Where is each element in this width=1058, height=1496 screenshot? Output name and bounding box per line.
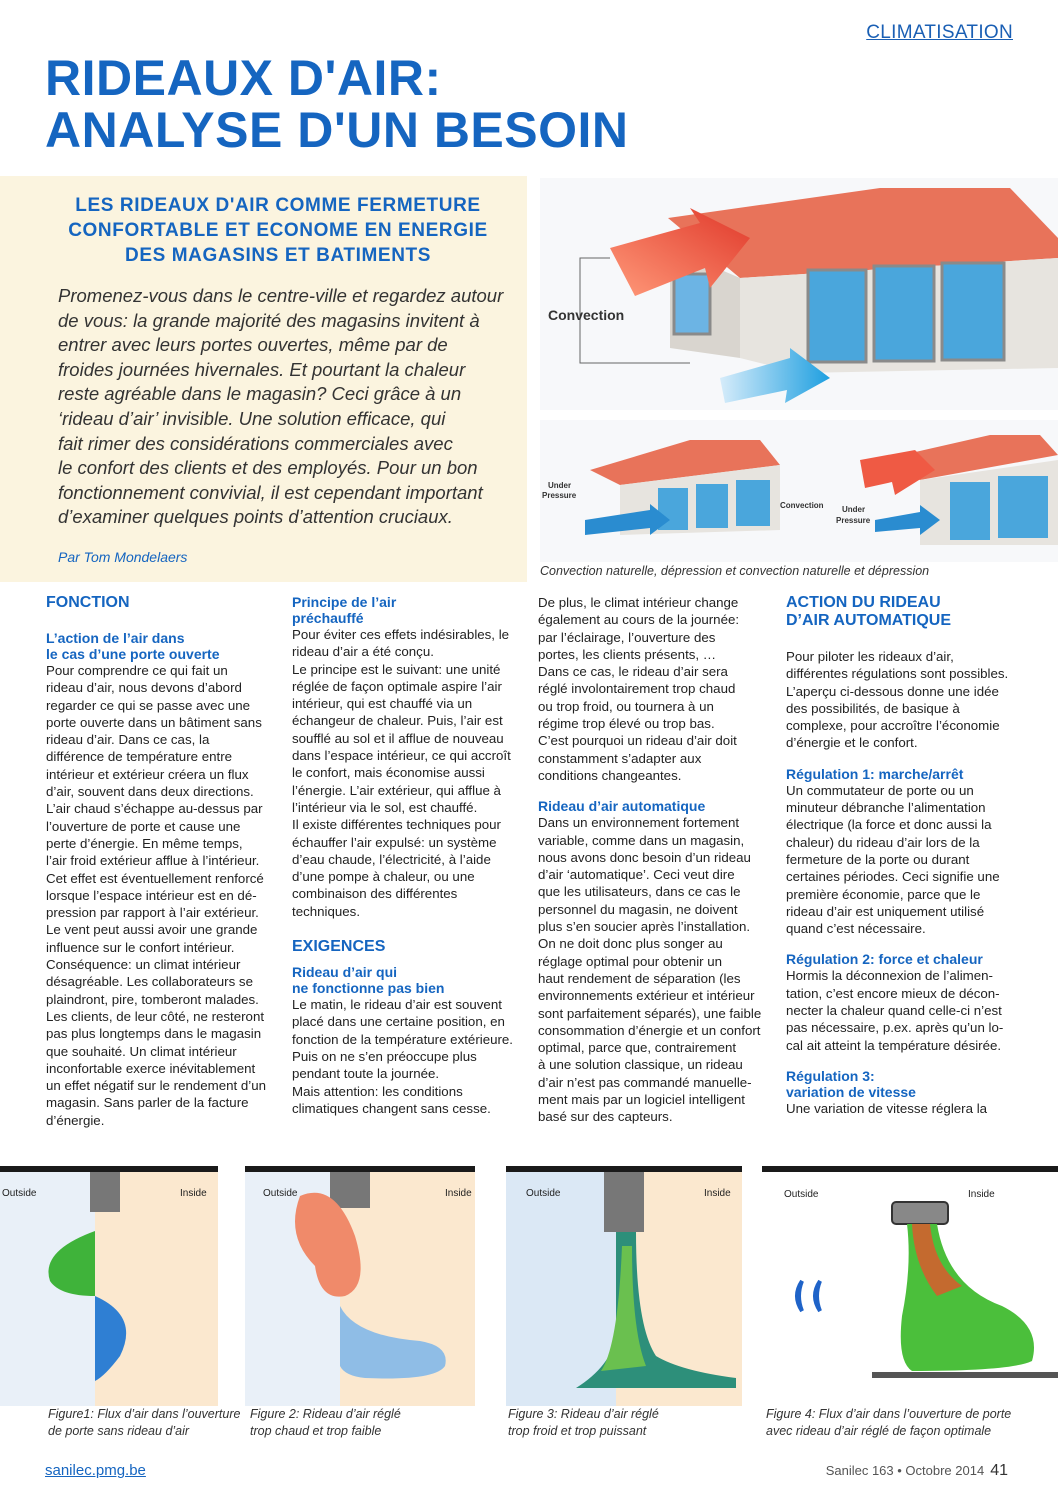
text-line: conditions changeantes. <box>538 767 682 783</box>
section-tag[interactable]: CLIMATISATION <box>866 22 1013 43</box>
subheading-rideau-automatique: Rideau d’air automatique <box>538 798 706 815</box>
text-line: techniques. <box>292 903 361 919</box>
inside-label: Inside <box>704 1188 731 1199</box>
caption-line: avec rideau d’air réglé de façon optimale <box>766 1424 992 1438</box>
text-line: Les clients, de leur côté, ne resteront <box>46 1008 265 1024</box>
text-line: rideau d’air est uniquement utilisé <box>786 903 985 919</box>
text-line: par l’éclairage, l’ouverture des <box>538 629 716 645</box>
text-line: Le matin, le rideau d’air est souvent <box>292 997 502 1013</box>
figure-2-caption <box>250 1406 401 1440</box>
text-line: L’air chaud s’échappe au-dessus par <box>46 801 263 817</box>
subheading-line: Principe de l’air <box>292 594 397 610</box>
text-line: Dans ce cas, le rideau d’air sera <box>538 664 728 680</box>
body-text <box>46 662 271 1129</box>
text-line: réglée de façon optimale aspire l’air <box>292 678 502 694</box>
footer-website-link[interactable]: sanilec.pmg.be <box>45 1462 146 1479</box>
body-text <box>538 814 768 1125</box>
text-line: Mais attention: les conditions <box>292 1083 463 1099</box>
pressure-label-right: Pressure <box>836 516 871 525</box>
caption-line: Figure 4: Flux d’air dans l’ouverture de porte <box>766 1407 1012 1421</box>
lead-subtitle-line: DES MAGASINS ET BATIMENTS <box>125 245 431 266</box>
text-line: haut rendement de séparation (les <box>538 970 741 986</box>
lead-line: le confort des clients et des employés. Pour un bon <box>58 457 478 479</box>
text-line: Puis on ne s’en préoccupe plus <box>292 1048 477 1064</box>
body-text <box>786 648 1016 752</box>
lead-line: froides journées hivernales. Et pourtant la chaleur <box>58 358 466 380</box>
page-number: 41 <box>990 1462 1008 1479</box>
text-line: Une variation de vitesse réglera la <box>786 1100 988 1116</box>
text-line: intérieur et extérieur créera un flux <box>46 766 249 782</box>
text-line: première économie, parce que le <box>786 886 981 902</box>
text-line: plus s’en soucier après l’installation. <box>538 919 751 935</box>
outside-label: Outside <box>784 1189 819 1200</box>
text-line: Dans un environnement fortement <box>538 815 740 831</box>
text-line: également au cours de la journée: <box>538 612 740 628</box>
building-convection-illustration <box>540 178 1058 410</box>
text-line: pression par rapport à l’air extérieur. <box>46 905 259 921</box>
text-line: Hormis la déconnexion de l’alimen- <box>786 968 993 984</box>
headline-line-1: RIDEAUX D'AIR: <box>45 50 442 106</box>
under-label-right: Under <box>842 505 866 514</box>
lead-subtitle <box>52 193 504 268</box>
figure-3-diagram <box>506 1166 742 1406</box>
figure-1-diagram <box>0 1166 218 1406</box>
subheading-line: Régulation 3: <box>786 1067 875 1084</box>
text-line: constamment s’adapter aux <box>538 750 702 766</box>
text-line: regarder ce qui se passe avec une <box>46 697 251 713</box>
subheading-line: Rideau d’air qui <box>292 964 398 981</box>
lead-subtitle-line: CONFORTABLE ET ECONOME EN ENERGIE <box>68 220 488 241</box>
text-line: nous avons donc besoin d’un rideau <box>538 849 751 865</box>
text-line: C’est pourquoi un rideau d’air doit <box>538 733 737 749</box>
figure-3-caption <box>508 1406 659 1440</box>
text-line: d’eau chaude, l’électricité, à l’aide <box>292 851 491 867</box>
lead-paragraph <box>58 284 508 530</box>
text-line: minuteur débranche l’alimentation <box>786 800 986 816</box>
text-line: que souhaité. Un climat intérieur <box>46 1043 237 1059</box>
text-line: tation, c’est encore mieux de décon- <box>786 985 1000 1001</box>
text-line: perte d’énergie. En même temps, <box>46 835 243 851</box>
text-line: électrique (la force et donc aussi la <box>786 817 992 833</box>
text-line: Le vent peut aussi avoir une grande <box>46 922 258 938</box>
text-line: à une solution classique, un rideau <box>538 1057 743 1073</box>
text-line: désagréable. Les collaborateurs se <box>46 974 253 990</box>
body-text <box>786 782 1016 938</box>
figure-4-caption <box>766 1406 1011 1440</box>
text-line: portes, les clients présents, … <box>538 646 717 662</box>
subheading-line: variation de vitesse <box>786 1083 916 1100</box>
lead-line: entrer avec leurs portes ouvertes, même par de <box>58 334 448 356</box>
text-line: influence sur le confort intérieur. <box>46 939 235 955</box>
text-line: variable, comme dans un magasin, <box>538 832 745 848</box>
text-line: un effet négatif sur le rendement d’un <box>46 1078 267 1094</box>
under-label-left: Under <box>548 481 572 490</box>
inside-label: Inside <box>445 1188 472 1199</box>
lead-line: fait rimer des considérations commerciales avec <box>58 432 453 454</box>
lead-line: Promenez-vous dans le centre-ville et regardez autour <box>58 285 504 306</box>
text-line: l’énergie. L’air extérieur, qui afflue à <box>292 782 501 798</box>
subheading-regulation-2: Régulation 2: force et chaleur <box>786 951 983 968</box>
inside-label: Inside <box>968 1189 995 1200</box>
text-line: De plus, le climat intérieur change <box>538 595 739 610</box>
text-line: certaines périodes. Ceci signifie une <box>786 869 1000 885</box>
subheading-principe <box>292 594 522 626</box>
subheading-action-air <box>46 630 271 662</box>
text-line: ou trop froid, ou tournera à un <box>538 698 714 714</box>
body-text <box>538 594 768 784</box>
text-line: d’air ‘automatique’. Ceci veut dire <box>538 867 735 883</box>
lead-subtitle-line: LES RIDEAUX D'AIR COMME FERMETURE <box>75 195 481 216</box>
column-2 <box>292 594 522 1117</box>
text-line: pendant toute la journée. <box>292 1066 440 1082</box>
text-line: Pour éviter ces effets indésirables, le <box>292 627 510 642</box>
caption-line: trop chaud et trop faible <box>250 1424 382 1438</box>
headline-line-2: ANALYSE D'UN BESOIN <box>45 102 629 158</box>
text-line: consommation d’énergie et un confort <box>538 1022 761 1038</box>
text-line: climatiques changent sans cesse. <box>292 1100 491 1116</box>
text-line: cal ait atteint la température désirée. <box>786 1037 1002 1053</box>
column-4 <box>786 594 1016 1117</box>
outside-label: Outside <box>526 1188 561 1199</box>
text-line: que les utilisateurs, dans ce cas le <box>538 884 741 900</box>
text-line: plaindront, pire, tomberont malades. <box>46 991 259 1007</box>
body-text <box>786 1100 1016 1117</box>
text-line: soufflé au sol et il afflue de nouveau <box>292 730 504 746</box>
figure-1-caption <box>48 1406 240 1440</box>
text-line: l’intérieur via le sol, est chauffé. <box>292 799 478 815</box>
subheading-regulation-3 <box>786 1068 1016 1100</box>
text-line: réglage optimal pour obtenir un <box>538 953 723 969</box>
heading-action-rideau <box>786 594 1016 630</box>
text-line: échauffer l’air expulsé: un système <box>292 834 497 850</box>
column-3 <box>538 594 768 1126</box>
text-line: rideau d’air. Dans ce cas, la <box>46 732 210 748</box>
text-line: échangeur de chaleur. Puis, l’air est <box>292 713 503 729</box>
text-line: fermeture de la porte ou durant <box>786 851 970 867</box>
lead-line: ‘rideau d’air’ invisible. Une solution efficace, qui <box>58 407 446 429</box>
text-line: dans l’espace intérieur, ce qui accroît <box>292 748 511 764</box>
text-line: porte ouverte dans un bâtiment sans <box>46 714 262 730</box>
text-line: pas nécessaire, p.ex. après qu’un lo- <box>786 1020 1004 1036</box>
text-line: des possibilités, de basique à <box>786 700 960 716</box>
text-line: placé dans une certaine position, en <box>292 1014 505 1030</box>
text-line: chaleur) du rideau d’air lors de la <box>786 834 980 850</box>
column-1 <box>46 594 271 1129</box>
outside-label: Outside <box>263 1188 298 1199</box>
lead-line: reste agréable dans le magasin? Ceci grâce à un <box>58 383 462 405</box>
text-line: inconfortable exerce inévitablement <box>46 1060 256 1076</box>
inside-label: Inside <box>180 1188 207 1199</box>
heading-exigences: EXIGENCES <box>292 938 386 956</box>
subheading-line: préchauffé <box>292 610 364 626</box>
convection-label-mid: Convection <box>780 501 824 510</box>
text-line: Conséquence: un climat intérieur <box>46 957 241 973</box>
text-line: pas plus longtemps dans le magasin <box>46 1026 262 1042</box>
text-line: environnements extérieur et intérieur <box>538 988 755 1004</box>
text-line: necter la chaleur quand celle-ci n’est <box>786 1003 1002 1019</box>
text-line: Le principe est le suivant: une unité <box>292 661 501 677</box>
subheading-regulation-1: Régulation 1: marche/arrêt <box>786 765 964 782</box>
author-byline: Par Tom Mondelaers <box>58 549 188 565</box>
outside-label: Outside <box>2 1188 37 1199</box>
heading-line: D’AIR AUTOMATIQUE <box>786 612 952 629</box>
convection-label: Convection <box>548 307 625 323</box>
figure-4-diagram <box>762 1166 1058 1406</box>
text-line: différence de température entre <box>46 749 233 765</box>
text-line: On ne doit donc plus songer au <box>538 936 723 952</box>
text-line: rideau d’air, nous devons d’abord <box>46 680 242 696</box>
building-pressure-illustration <box>540 420 1058 562</box>
text-line: fonction de la température extérieure. <box>292 1031 514 1047</box>
caption-line: de porte sans rideau d’air <box>48 1424 190 1438</box>
subheading-line: ne fonctionne pas bien <box>292 980 445 997</box>
text-line: Un commutateur de porte ou un <box>786 782 974 798</box>
text-line: Pour piloter les rideaux d’air, <box>786 649 954 664</box>
text-line: quand c’est nécessaire. <box>786 921 926 937</box>
subheading-line: le cas d’une porte ouverte <box>46 646 220 662</box>
text-line: différentes régulations sont possibles. <box>786 666 1009 682</box>
text-line: L’aperçu ci-dessous donne une idée <box>786 683 999 699</box>
body-text <box>786 967 1016 1053</box>
text-line: le confort, mais économise aussi <box>292 765 485 781</box>
text-line: Cet effet est éventuellement renforcé <box>46 870 264 886</box>
pressure-label-left: Pressure <box>542 491 577 500</box>
text-line: d’air n’est pas commandé manuelle- <box>538 1074 752 1090</box>
subheading-line: L’action de l’air dans <box>46 630 185 646</box>
text-line: sont parfaitement séparés), une faible <box>538 1005 762 1021</box>
text-line: combinaison des différentes <box>292 886 458 902</box>
footer-issue-text: Sanilec 163 • Octobre 2014 <box>825 1463 985 1478</box>
caption-line: Figure 2: Rideau d’air réglé <box>250 1407 401 1421</box>
text-line: d’énergie et le confort. <box>786 735 918 751</box>
text-line: complexe, pour accroître l’économie <box>786 718 1000 734</box>
caption-line: trop froid et trop puissant <box>508 1424 647 1438</box>
caption-line: Figure1: Flux d’air dans l’ouverture <box>48 1407 241 1421</box>
text-line: d’énergie. <box>46 1112 105 1128</box>
caption-line: Figure 3: Rideau d’air réglé <box>508 1407 659 1421</box>
footer-issue <box>826 1462 1008 1480</box>
lead-line: de vous: la grande majorité des magasins invitent à <box>58 309 480 331</box>
text-line: rideau d’air a été conçu. <box>292 644 434 660</box>
heading-line: ACTION DU RIDEAU <box>786 594 941 611</box>
body-text <box>292 626 522 920</box>
text-line: basé sur des capteurs. <box>538 1109 673 1125</box>
text-line: réglé involontairement trop chaud <box>538 681 736 697</box>
figure-2-diagram <box>245 1166 475 1406</box>
text-line: Il existe différentes techniques pour <box>292 817 501 833</box>
text-line: ment mais par un logiciel intelligent <box>538 1092 745 1108</box>
text-line: Pour comprendre ce qui fait un <box>46 663 228 678</box>
text-line: optimal, parce que, contrairement <box>538 1040 737 1056</box>
heading-fonction: FONCTION <box>46 594 130 611</box>
text-line: personnel du magasin, ne doivent <box>538 901 738 917</box>
lead-line: d’examiner quelques points d’attention cruciaux. <box>58 506 453 528</box>
text-line: lorsque l’espace intérieur est en dé- <box>46 887 257 903</box>
lead-line: fonctionnement convivial, il est cependant important <box>58 481 483 503</box>
headline <box>45 52 629 156</box>
text-line: l’ouverture de porte et cause une <box>46 818 241 834</box>
text-line: régime trop élevé ou trop bas. <box>538 716 715 732</box>
body-text <box>292 996 522 1117</box>
text-line: d’une pompe à chaleur, ou une <box>292 869 475 885</box>
text-line: d’air, souvent dans deux directions. <box>46 784 254 800</box>
text-line: l’air froid extérieur afflue à l’intérieur. <box>46 853 260 869</box>
text-line: intérieur, qui est chauffé via un <box>292 696 473 712</box>
text-line: magasin. Sans parler de la facture <box>46 1095 249 1111</box>
subheading-rideau-pas-bien <box>292 964 522 996</box>
caption-top: Convection naturelle, dépression et convection naturelle et dépression <box>540 564 930 578</box>
